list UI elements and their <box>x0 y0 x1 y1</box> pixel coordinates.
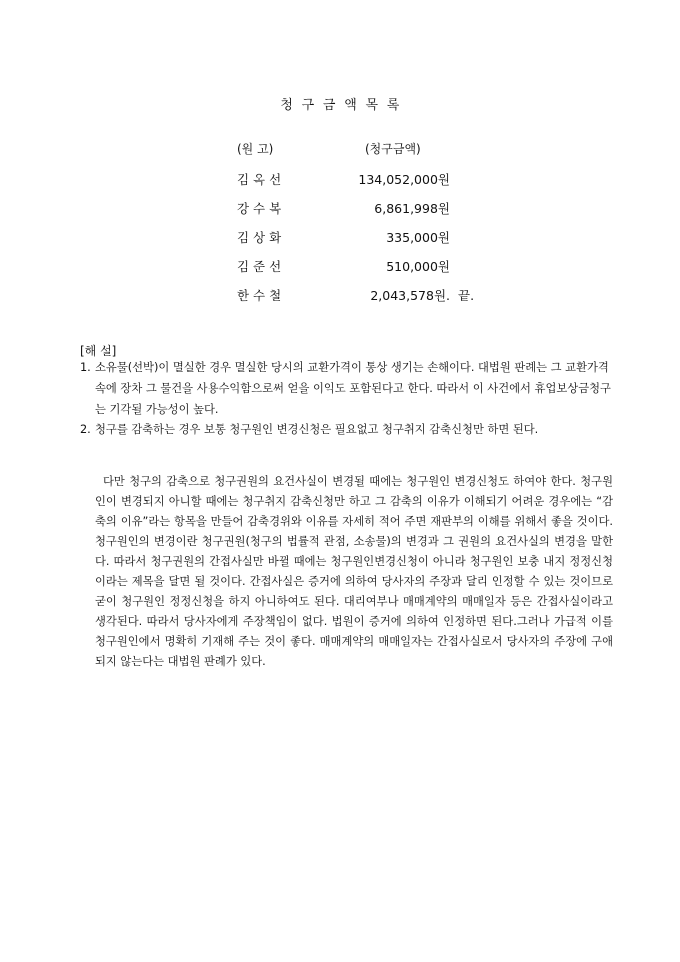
plaintiff-name: 김 준 선 <box>237 259 282 274</box>
claim-amount: 510,000원 <box>386 259 450 274</box>
claim-amount: 2,043,578원. <box>370 288 450 303</box>
amount-column-header: (청구금액) <box>365 142 421 156</box>
note-number: 1. <box>80 361 91 374</box>
note-number: 2. <box>80 423 91 436</box>
claim-row <box>0 228 680 244</box>
plaintiff-name: 강 수 복 <box>237 201 282 216</box>
note-item <box>80 419 615 440</box>
claim-row <box>0 170 680 186</box>
plaintiff-name: 한 수 철 <box>237 288 282 303</box>
claim-amount: 134,052,000원 <box>358 172 450 187</box>
note-item <box>80 357 615 420</box>
claim-row <box>0 257 680 273</box>
note-paragraph: 다만 청구의 감축으로 청구권원의 요건사실이 변경될 때에는 청구원인 변경신청도 하여야 한다. 청구원인이 변경되지 아니할 때에는 청구취지 감축신청만 하고 그 감축의 이유가 이해되기 어려운 경우에는 “감축의 이유”라는 항목을 만들어 감축경위와 이유를 자세히 적어 주면 재판부의 이해를 위해서 좋을 것이다. 청구원인의 변경이란 청구권원(청구의 법률적 관점, 소송물)의 변경과 그 권원의 요건사실의 변경을 말한다. 따라서 청구권원의 간접사실만 바뀔 때에는 청구원인변경신청이 아니라 청구원인 보충 내지 정정신청이라는 제목을 달면 될 것이다. 간접사실은 증거에 의하여 당사자의 주장과 달리 인정할 수 있는 것이므로 굳이 청구원인 정정신청을 하지 아니하여도 된다. 대리여부나 매매계약의 매매일자 등은 간접사실이라고 생각된다. 따라서 당사자에게 주장책임이 없다. 법원이 증거에 의하여 인정하면 된다.그러나 가급적 이를 청구원인에서 명확히 기재해 주는 것이 좋다. 매매계약의 매매일자는 간접사실로서 당사자의 주장에 구애되지 않는다는 대법원 판례가 있다. <box>95 475 613 669</box>
end-mark: 끝. <box>458 288 475 303</box>
note-text: 청구를 감축하는 경우 보통 청구원인 변경신청은 필요없고 청구취지 감축신청만 하면 된다. <box>95 423 539 436</box>
claim-amount: 6,861,998원 <box>374 201 450 216</box>
note-text: 소유물(선박)이 멸실한 경우 멸실한 당시의 교환가격이 통상 생기는 손해이다. 대법원 판례는 그 교환가격 속에 장차 그 물건을 사용수익함으로써 얻을 이익도 포함된다고 한다. 따라서 이 사건에서 휴업보상금청구는 기각될 가능성이 높다. <box>95 361 611 416</box>
claim-row <box>0 286 680 302</box>
notes-heading: [해 설] <box>80 344 117 358</box>
plaintiff-name: 김 옥 선 <box>237 172 282 187</box>
claim-row <box>0 199 680 215</box>
document-title: 청 구 금 액 목 록 <box>280 98 400 113</box>
plaintiff-name: 김 상 화 <box>237 230 282 245</box>
plaintiff-column-header: (원 고) <box>237 142 274 156</box>
claim-amount: 335,000원 <box>386 230 450 245</box>
